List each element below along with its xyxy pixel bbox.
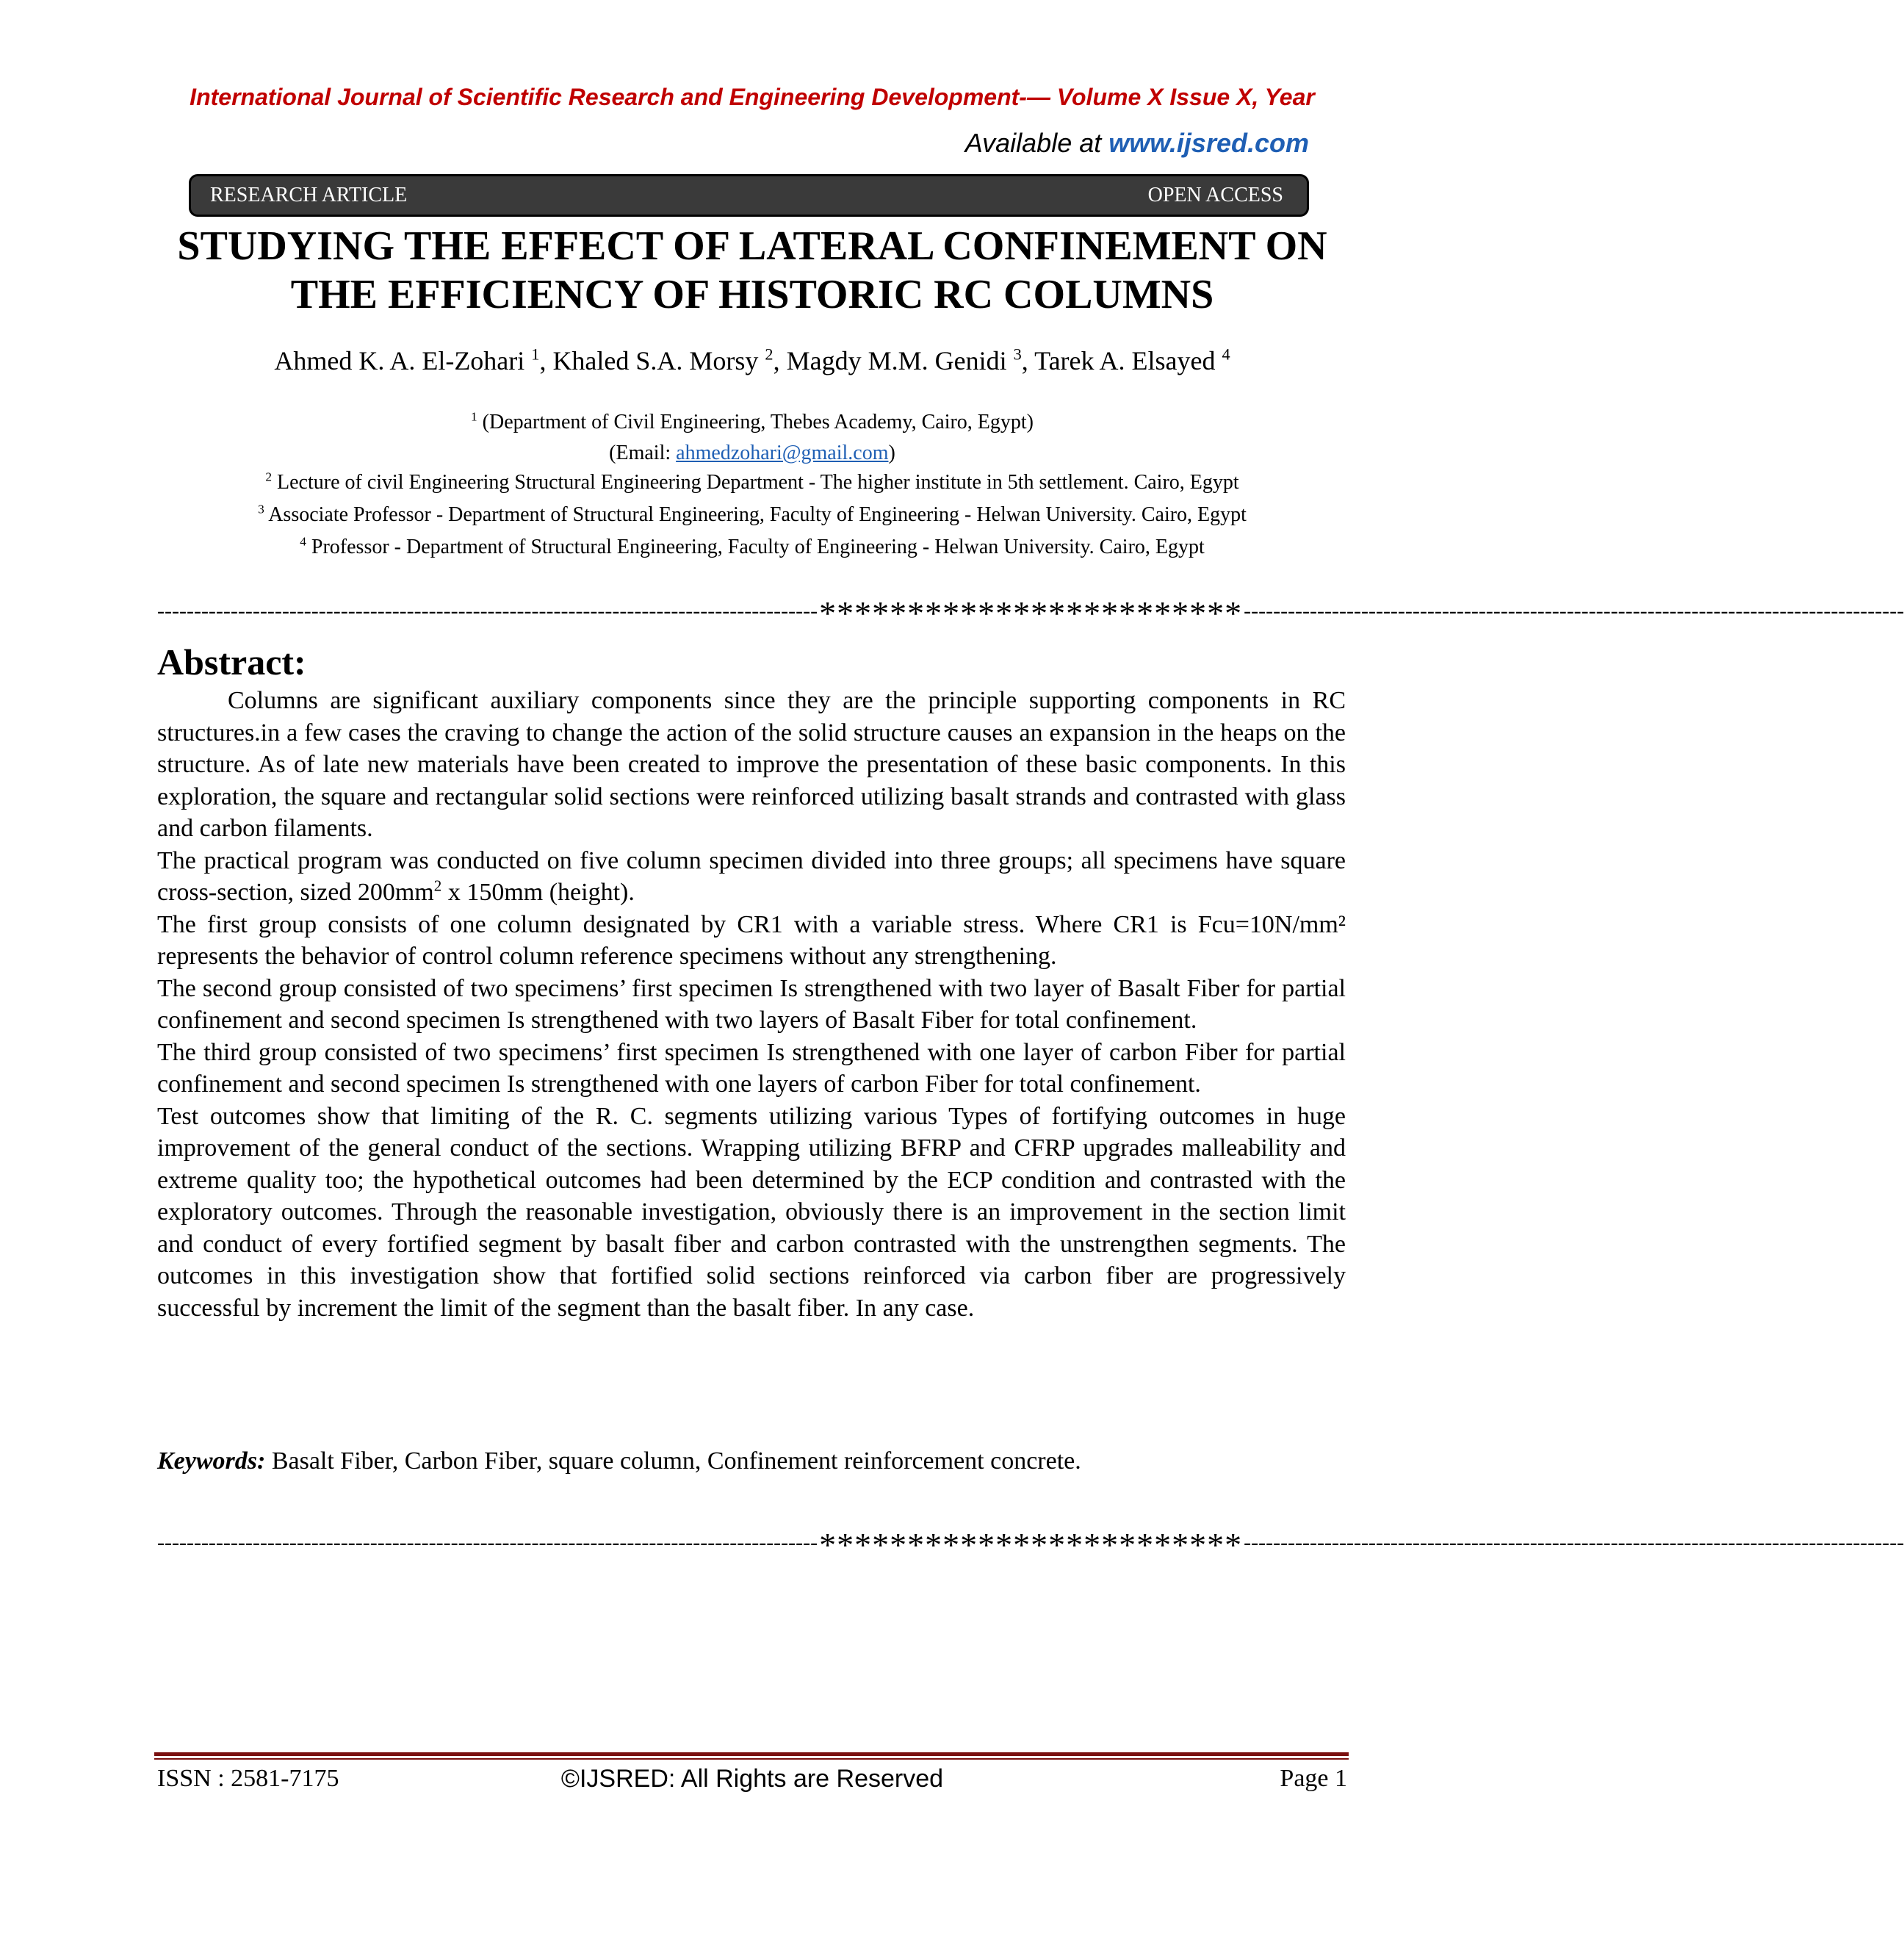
divider-stars: ************************ bbox=[819, 594, 1243, 632]
affiliation-number: 3 bbox=[258, 502, 264, 517]
author-name: Tarek A. Elsayed bbox=[1034, 346, 1222, 375]
availability-line bbox=[965, 128, 1309, 159]
abstract-paragraph-3: The first group consists of one column designated by CR1 with a variable stress. Where CR1 is Fcu=10N/mm² represents the behavior of control column reference specimens without any strengthening. bbox=[157, 910, 1346, 970]
affiliation-text: Lecture of civil Engineering Structural Engineering Department - The higher institute in 5th settlement. Cairo, Egypt bbox=[272, 471, 1239, 494]
divider-dashes-left: ------------------------------------------------------------------------------------------ bbox=[157, 599, 818, 623]
footer-copyright: ©IJSRED: All Rights are Reserved bbox=[560, 1765, 944, 1793]
affiliation-text: Professor - Department of Structural Engineering, Faculty of Engineering - Helwan University. Cairo, Egypt bbox=[306, 536, 1205, 558]
affiliation-text: Associate Professor - Department of Structural Engineering, Faculty of Engineering - Helwan University. Cairo, Egypt bbox=[264, 503, 1247, 526]
email-link[interactable]: ahmedzohari@gmail.com bbox=[676, 442, 889, 464]
footer-issn: ISSN : 2581-7175 bbox=[157, 1765, 339, 1792]
paper-title-line-1: STUDYING THE EFFECT OF LATERAL CONFINEMENT ON bbox=[177, 223, 1327, 269]
abstract-paragraph-4: The second group consisted of two specimens’ first specimen Is strengthened with two layer of Basalt Fiber for partial confinement and second specimen Is strengthened with two layers of Basalt Fiber for total confinement. bbox=[157, 974, 1346, 1034]
footer-rule-thick bbox=[154, 1752, 1349, 1756]
email-line bbox=[0, 439, 1504, 467]
email-prefix: (Email: bbox=[609, 442, 677, 464]
abstract-paragraph-2-text: The practical program was conducted on five column specimen divided into three groups; all specimens have square cross-section, sized 200mm bbox=[157, 846, 1346, 906]
affiliation-number: 2 bbox=[265, 469, 272, 484]
affiliation-text: (Department of Civil Engineering, Thebes Academy, Cairo, Egypt) bbox=[477, 411, 1034, 433]
affiliation-number: 1 bbox=[470, 409, 477, 424]
author-2 bbox=[552, 346, 786, 375]
affiliation-3 bbox=[0, 501, 1504, 529]
affiliation-2 bbox=[0, 469, 1504, 497]
author-name: Ahmed K. A. El-Zohari bbox=[274, 346, 532, 375]
abstract-paragraph-1: Columns are significant auxiliary components since they are the principle supporting components in RC structures.in a few cases the craving to change the action of the solid structure causes an expansion in the heaps on the structure. As of late new materials have been created to improve the presentation of these basic components. In this exploration, the square and rectangular solid sections were reinforced utilizing basalt strands and contrasted with glass and carbon filaments. bbox=[157, 687, 1346, 842]
divider-dashes-right: ------------------------------------------------------------------------------------------ bbox=[1244, 1530, 1904, 1555]
author-separator: , bbox=[773, 346, 787, 375]
author-name: Khaled S.A. Morsy bbox=[552, 346, 765, 375]
author-3 bbox=[787, 346, 1035, 375]
section-divider-top bbox=[157, 594, 1904, 632]
paper-title bbox=[110, 222, 1394, 319]
keywords-label: Keywords: bbox=[157, 1447, 266, 1475]
author-affiliation-number: 1 bbox=[531, 345, 540, 364]
author-4 bbox=[1034, 346, 1230, 375]
research-article-label: RESEARCH ARTICLE bbox=[210, 184, 408, 206]
journal-header: International Journal of Scientific Research and Engineering Development-— Volume X Issue X, Year bbox=[190, 84, 1315, 110]
keywords-text: Basalt Fiber, Carbon Fiber, square column, Confinement reinforcement concrete. bbox=[265, 1447, 1081, 1475]
abstract-body bbox=[157, 685, 1346, 1324]
author-separator: , bbox=[539, 346, 553, 375]
abstract-paragraph-5: The third group consisted of two specimens’ first specimen Is strengthened with one layer of carbon Fiber for partial confinement and second specimen Is strengthened with one layers of carbon Fiber for total confinement. bbox=[157, 1038, 1346, 1098]
email-suffix: ) bbox=[888, 442, 895, 464]
section-divider-bottom bbox=[157, 1526, 1904, 1563]
affiliation-number: 4 bbox=[300, 534, 306, 549]
keywords-line bbox=[157, 1447, 1346, 1475]
author-affiliation-number: 2 bbox=[765, 345, 774, 364]
abstract-heading: Abstract: bbox=[157, 641, 306, 683]
author-1 bbox=[274, 346, 552, 375]
author-affiliation-number: 4 bbox=[1222, 345, 1230, 364]
paper-title-line-2: THE EFFICIENCY OF HISTORIC RC COLUMNS bbox=[290, 272, 1214, 317]
open-access-label: OPEN ACCESS bbox=[1147, 184, 1283, 206]
abstract-paragraph-6: Test outcomes show that limiting of the R. C. segments utilizing various Types of fortifying outcomes in huge improvement of the general conduct of the sections. Wrapping utilizing BFRP and CFRP upgrades malleability and extreme quality too; the hypothetical outcomes had been determined by the ECP condition and contrasted with the exploratory outcomes. Through the reasonable investigation, obviously there is an improvement in the section limit and conduct of every fortified segment by basalt fiber and carbon contrasted with the unstrengthen segments. The outcomes in this investigation show that fortified solid sections reinforced via carbon fiber are progressively successful by increment the limit of the segment than the basalt fiber. In any case. bbox=[157, 1102, 1346, 1322]
divider-dashes-right: ------------------------------------------------------------------------------------------ bbox=[1244, 599, 1904, 623]
author-list bbox=[0, 345, 1504, 376]
affiliation-1 bbox=[0, 409, 1504, 436]
divider-dashes-left: ------------------------------------------------------------------------------------------ bbox=[157, 1530, 818, 1555]
footer-page-number: Page 1 bbox=[1280, 1765, 1347, 1792]
abstract-paragraph-2 bbox=[157, 845, 1346, 909]
footer-rule-thin bbox=[154, 1758, 1349, 1760]
abstract-paragraph-2-tail: x 150mm (height). bbox=[441, 879, 635, 906]
divider-stars: ************************ bbox=[819, 1526, 1243, 1563]
affiliation-4 bbox=[0, 533, 1504, 561]
author-separator: , bbox=[1021, 346, 1035, 375]
author-name: Magdy M.M. Genidi bbox=[786, 346, 1014, 375]
journal-url-link[interactable]: www.ijsred.com bbox=[1108, 128, 1309, 158]
author-affiliation-number: 3 bbox=[1013, 345, 1022, 364]
superscript: 2 bbox=[433, 877, 442, 895]
availability-prefix: Available at bbox=[964, 128, 1109, 158]
article-type-banner bbox=[189, 174, 1309, 217]
